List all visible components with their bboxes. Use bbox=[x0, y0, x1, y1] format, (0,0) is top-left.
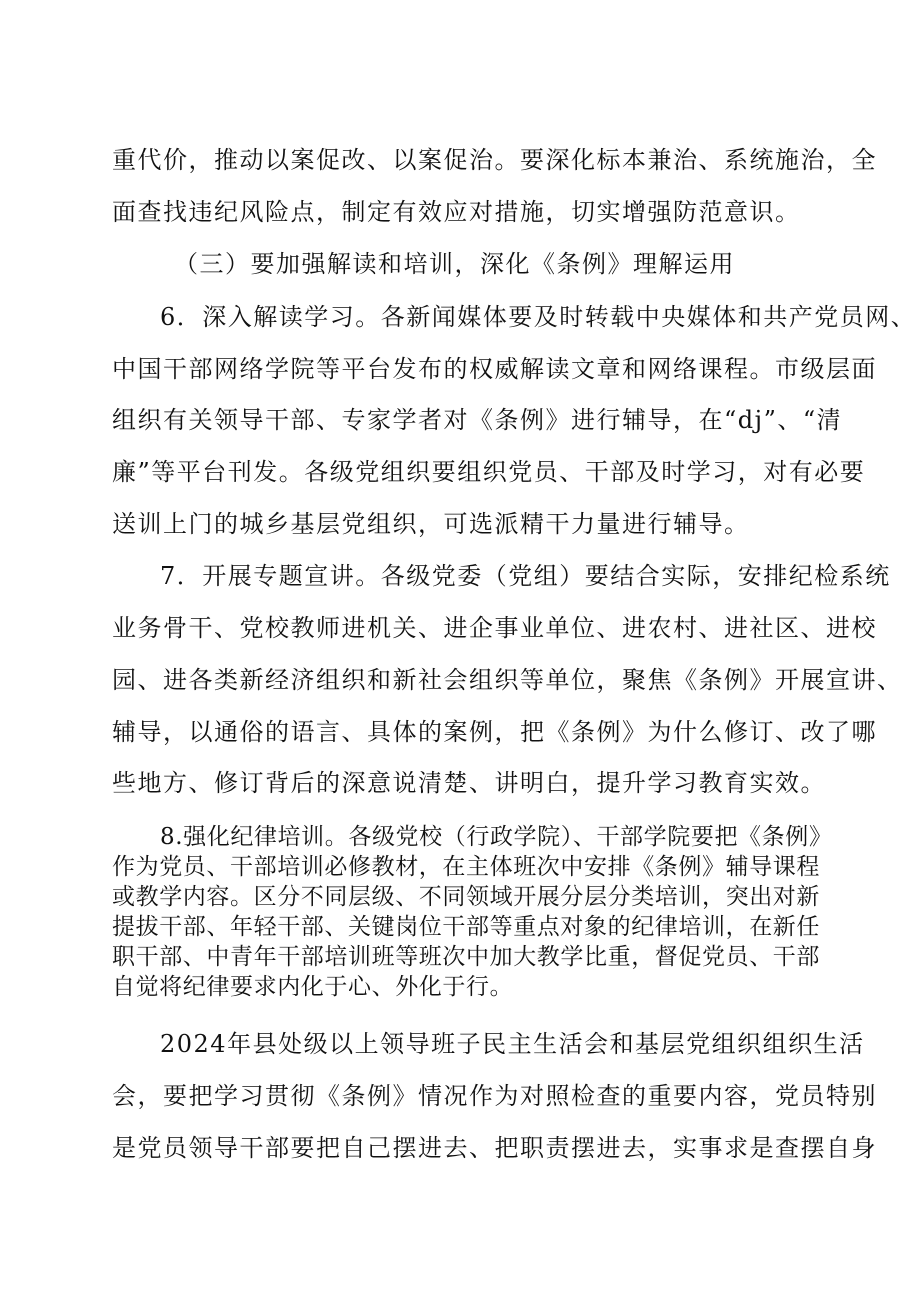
item-8-line: 职干部、中青年干部培训班等班次中加大教学比重，督促党员、干部 bbox=[112, 944, 820, 970]
body-text-line: 面查找违纪风险点，制定有效应对措施，切实增强防范意识。 bbox=[112, 198, 801, 226]
item-8-line: 自觉将纪律要求内化于心、外化于行。 bbox=[112, 974, 514, 1000]
item-6-line: 6．深入解读学习。各新闻媒体要及时转载中央媒体和共产党员网、 bbox=[160, 303, 917, 331]
item-7-line: 辅导，以通俗的语言、具体的案例，把《条例》为什么修订、改了哪 bbox=[112, 718, 877, 746]
body-text-line: 重代价，推动以案促改、以案促治。要深化标本兼治、系统施治，全 bbox=[112, 146, 877, 174]
paragraph-2024-line: 2024年县处级以上领导班子民主生活会和基层党组织组织生活 bbox=[160, 1030, 865, 1058]
item-8-line: 或教学内容。区分不同层级、不同领域开展分层分类培训，突出对新 bbox=[112, 884, 820, 910]
item-7-line: 业务骨干、党校教师进机关、进企事业单位、进农村、进社区、进校 bbox=[112, 614, 877, 642]
item-8-line: 提拔干部、年轻干部、关键岗位干部等重点对象的纪律培训，在新任 bbox=[112, 914, 820, 940]
item-7-line: 园、进各类新经济组织和新社会组织等单位，聚焦《条例》开展宣讲、 bbox=[112, 666, 903, 694]
item-7-line: 些地方、修订背后的深意说清楚、讲明白，提升学习教育实效。 bbox=[112, 769, 826, 797]
paragraph-2024-line: 是党员领导干部要把自己摆进去、把职责摆进去，实事求是查摆自身 bbox=[112, 1134, 877, 1162]
item-6-line: 中国干部网络学院等平台发布的权威解读文章和网络课程。市级层面 bbox=[112, 355, 877, 383]
item-6-line: 廉”等平台刊发。各级党组织要组织党员、干部及时学习，对有必要 bbox=[112, 458, 866, 486]
item-8-line: 作为党员、干部培训必修教材，在主体班次中安排《条例》辅导课程 bbox=[112, 854, 820, 880]
item-6-line: 送训上门的城乡基层党组织，可选派精干力量进行辅导。 bbox=[112, 510, 750, 538]
item-7-line: 7．开展专题宣讲。各级党委（党组）要结合实际，安排纪检系统 bbox=[160, 562, 891, 590]
section-heading: （三）要加强解读和培训，深化《条例》理解运用 bbox=[174, 250, 735, 278]
paragraph-2024-line: 会，要把学习贯彻《条例》情况作为对照检查的重要内容，党员特别 bbox=[112, 1082, 877, 1110]
item-8-line: 8.强化纪律培训。各级党校（行政学院）、干部学院要把《条例》 bbox=[160, 824, 833, 850]
item-6-line: 组织有关领导干部、专家学者对《条例》进行辅导，在“dj”、“清 bbox=[112, 406, 843, 434]
